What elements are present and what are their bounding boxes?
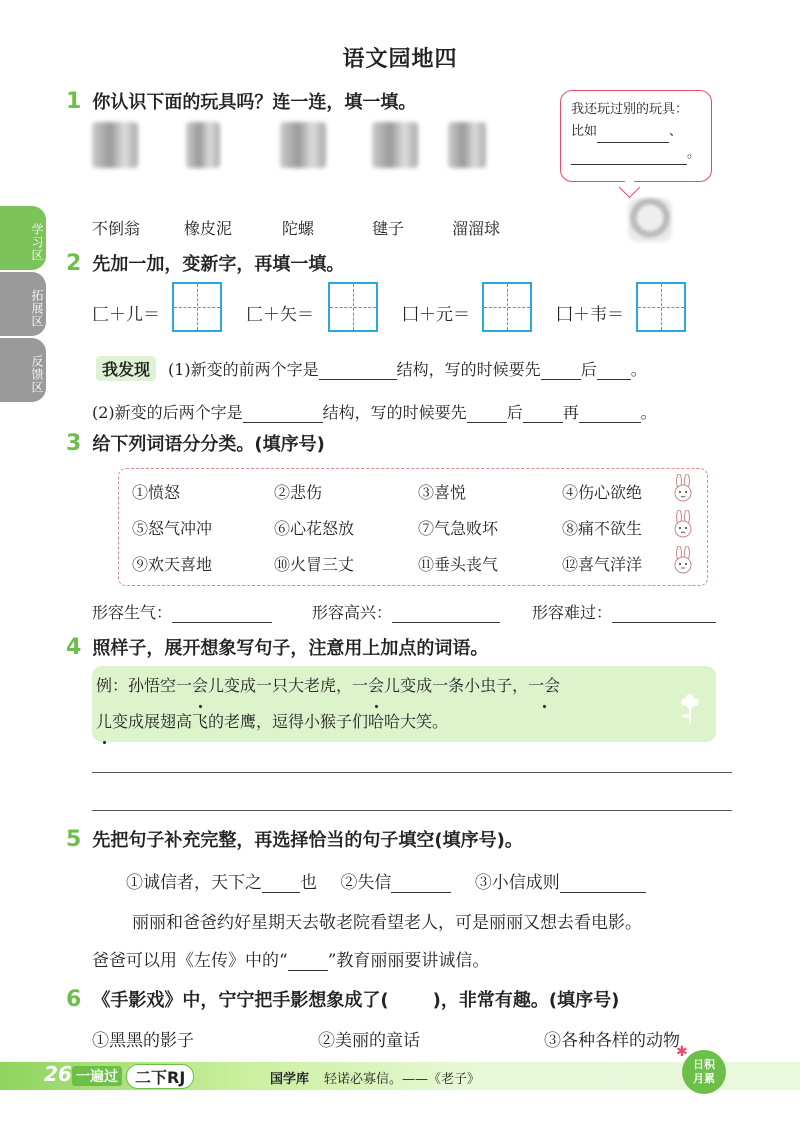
blank-line[interactable] — [560, 874, 646, 893]
equation-4: 囗＋韦＝ — [556, 305, 624, 325]
question-text: 先把句子补充完整，再选择恰当的句子填空(填序号)。 — [92, 830, 523, 851]
text: ③小信成则 — [474, 873, 560, 893]
text: ②失信 — [340, 873, 392, 893]
text: 后 — [506, 403, 523, 422]
writing-grid-box[interactable] — [636, 282, 686, 332]
blank-line[interactable] — [612, 604, 716, 623]
cat-mascot-icon — [628, 198, 672, 242]
word-item: ①愤怒 — [132, 483, 181, 502]
question-number: 4 — [66, 635, 82, 660]
blank-line[interactable] — [319, 361, 397, 380]
toy-label: 不倒翁 — [92, 219, 141, 238]
text: 例：孙悟空 — [96, 676, 177, 695]
word-item: ②悲伤 — [274, 483, 323, 502]
category-happy — [312, 600, 500, 623]
text: (1)新变的前两个字是 — [168, 360, 319, 379]
category-label: 形容高兴： — [312, 603, 393, 622]
blank-line[interactable] — [262, 874, 300, 893]
text: 变成一只大老虎， — [224, 676, 353, 695]
bunny-icon — [672, 474, 694, 502]
dotted-word: 儿 — [96, 704, 112, 740]
side-tab-study[interactable] — [0, 206, 46, 270]
side-tab-label: 拓展区 — [30, 288, 44, 328]
bubble-text: 比如 — [571, 124, 598, 139]
blank-line[interactable] — [597, 361, 631, 380]
side-tab-label: 反馈区 — [30, 354, 44, 394]
dotted-word: 一会儿 — [352, 668, 400, 704]
example-line-1 — [96, 668, 560, 704]
bubble-text: 、 — [669, 124, 683, 139]
word-item: ③喜悦 — [418, 483, 467, 502]
flower-icon — [678, 690, 702, 726]
word-item: ⑦气急败坏 — [418, 519, 499, 538]
answer-line[interactable] — [92, 810, 732, 811]
category-angry — [92, 600, 272, 623]
q5-paragraph-2 — [92, 946, 489, 971]
text: 变成一条小虫子， — [400, 676, 529, 695]
question-number: 5 — [66, 827, 82, 852]
footer-page-number: 26 — [44, 1062, 72, 1086]
blank-line[interactable] — [467, 404, 507, 423]
q5-options — [126, 868, 646, 893]
word-item: ④伤心欲绝 — [562, 483, 643, 502]
equation-2: 匚＋矢＝ — [246, 305, 314, 325]
q6-option: ①黑黑的影子 — [92, 1031, 194, 1051]
question-number: 2 — [66, 251, 82, 276]
question-text-b: )，非常有趣。(填序号) — [432, 990, 620, 1011]
bunny-icon — [672, 510, 694, 538]
text: 爸爸可以用《左传》中的“ — [92, 951, 288, 971]
toy-label: 橡皮泥 — [184, 219, 233, 238]
discover-label: 我发现 — [96, 356, 156, 381]
blank-line[interactable] — [597, 124, 669, 143]
question-6 — [66, 986, 619, 1012]
text: 。 — [640, 403, 657, 422]
blank-line[interactable] — [391, 874, 451, 893]
toy-label: 溜溜球 — [452, 219, 501, 238]
text: 后 — [580, 360, 597, 379]
question-1 — [66, 88, 416, 114]
star-icon: ✱ — [676, 1044, 688, 1060]
word-item: ⑩火冒三丈 — [274, 555, 355, 574]
example-line-2 — [96, 704, 448, 740]
toy-image-shuttlecock — [372, 122, 418, 168]
dotted-word: 一会 — [528, 668, 560, 704]
dotted-word: 一会儿 — [176, 668, 224, 704]
page-title: 语文园地四 — [342, 47, 458, 72]
bubble-text: 。 — [687, 146, 701, 161]
text: 也 — [300, 873, 317, 893]
question-number: 1 — [66, 89, 82, 114]
blank-line[interactable] — [392, 604, 500, 623]
side-tab-label: 学习区 — [30, 222, 44, 262]
answer-line[interactable] — [92, 772, 732, 773]
writing-grid-box[interactable] — [172, 282, 222, 332]
discover-line-2 — [92, 400, 657, 423]
bubble-line — [571, 143, 701, 165]
q6-option: ②美丽的童话 — [318, 1031, 420, 1051]
side-tab-bar — [0, 206, 46, 402]
category-label: 形容生气： — [92, 603, 173, 622]
text: 再 — [562, 403, 579, 422]
bubble-line: 我还玩过别的玩具： — [571, 102, 689, 117]
discover-line-1 — [168, 357, 647, 380]
blank-line[interactable] — [243, 404, 323, 423]
equation-1: 匚＋儿＝ — [92, 305, 160, 325]
q6-option: ③各种各样的动物 — [544, 1031, 680, 1051]
q5-paragraph-1: 丽丽和爸爸约好星期天去敬老院看望老人，可是丽丽又想去看电影。 — [132, 913, 642, 933]
text: 。 — [630, 360, 647, 379]
question-text-a: 《手影戏》中，宁宁把手影想象成了( — [92, 990, 389, 1011]
question-text: 照样子，展开想象写句子，注意用上加点的词语。 — [92, 638, 489, 659]
footer-brand: 一遍过 — [72, 1066, 122, 1086]
footer-quote-label: 国学库 — [270, 1072, 310, 1087]
blank-line[interactable] — [571, 146, 687, 165]
question-text: 先加一加，变新字，再填一填。 — [92, 254, 345, 275]
text: 结构，写的时候要先 — [396, 360, 541, 379]
word-item: ⑨欢天喜地 — [132, 555, 213, 574]
toy-image-yoyo — [448, 122, 486, 168]
blank-line[interactable] — [541, 361, 581, 380]
text: (2)新变的后两个字是 — [92, 403, 243, 422]
blank-line[interactable] — [288, 952, 328, 971]
side-tab-feedback[interactable] — [0, 338, 46, 402]
category-label: 形容难过： — [532, 603, 613, 622]
badge-line: 月累 — [693, 1072, 715, 1085]
text: 结构，写的时候要先 — [322, 403, 467, 422]
badge-line: 日积 — [693, 1058, 715, 1071]
footer-quote: 轻诺必寡信。——《老子》 — [324, 1072, 481, 1087]
question-text: 你认识下面的玩具吗？连一连，填一填。 — [92, 92, 417, 113]
word-item: ⑧痛不欲生 — [562, 519, 643, 538]
question-5 — [66, 826, 523, 852]
blank-line[interactable] — [579, 404, 641, 423]
text: ①诚信者，天下之 — [126, 873, 262, 893]
word-item: ⑫喜气洋洋 — [562, 555, 643, 574]
text: ”教育丽丽要讲诚信。 — [327, 951, 490, 971]
footer-grade: 二下RJ — [126, 1064, 194, 1089]
speech-bubble — [560, 90, 712, 182]
toy-label: 毽子 — [372, 219, 405, 238]
writing-grid-box[interactable] — [482, 282, 532, 332]
question-2 — [66, 250, 344, 276]
text: 变成展翅高飞的老鹰，逗得小猴子们哈哈大笑。 — [112, 712, 449, 731]
blank-line[interactable] — [172, 604, 272, 623]
category-sad — [532, 600, 716, 623]
writing-grid-box[interactable] — [328, 282, 378, 332]
question-3 — [66, 430, 325, 456]
word-item: ⑪垂头丧气 — [418, 555, 499, 574]
side-tab-expand[interactable] — [0, 272, 46, 336]
bubble-line — [571, 121, 701, 143]
equation-3: 囗＋元＝ — [402, 305, 470, 325]
toy-image-clay — [186, 122, 220, 168]
question-number: 3 — [66, 431, 82, 456]
question-number: 6 — [66, 987, 82, 1012]
question-4 — [66, 634, 488, 660]
blank-line[interactable] — [523, 404, 563, 423]
toy-image-tumbler — [92, 122, 138, 168]
question-text: 给下列词语分分类。(填序号) — [92, 434, 325, 455]
toy-image-top — [280, 122, 326, 168]
word-item: ⑥心花怒放 — [274, 519, 355, 538]
word-item: ⑤怒气冲冲 — [132, 519, 213, 538]
footer-corner-badge — [682, 1050, 726, 1094]
bunny-icon — [672, 546, 694, 574]
toy-label: 陀螺 — [282, 219, 315, 238]
